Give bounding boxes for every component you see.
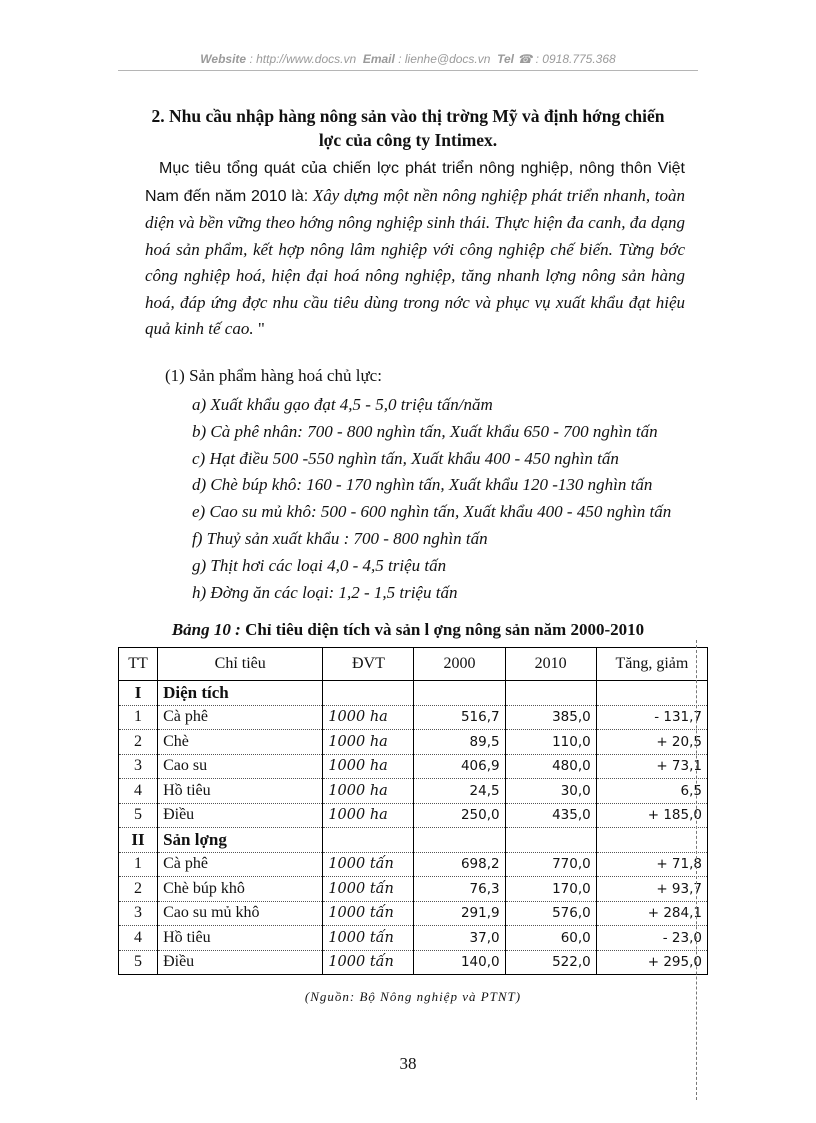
- row-indicator: Chè búp khô: [158, 877, 323, 902]
- row-change: + 73,1: [596, 754, 707, 779]
- row-value-2000: 24,5: [414, 779, 505, 804]
- row-indicator: Cà phê: [158, 852, 323, 877]
- margin-guide-line: [696, 640, 697, 1100]
- products-list: [145, 392, 697, 606]
- table-header-row: [119, 648, 708, 681]
- row-value-2000: 76,3: [414, 877, 505, 902]
- product-item: b) Cà phê nhân: 700 - 800 nghìn tấn, Xuất khẩu 650 - 700 nghìn tấn: [192, 421, 658, 441]
- row-value-2010: 385,0: [505, 705, 596, 730]
- table-row: [119, 779, 708, 804]
- row-change: + 71,8: [596, 852, 707, 877]
- section-heading: [118, 104, 698, 152]
- row-value-2010: 435,0: [505, 803, 596, 828]
- row-value-2010: 480,0: [505, 754, 596, 779]
- table-caption-label: Bảng 10 :: [171, 620, 241, 639]
- row-change: + 93,7: [596, 877, 707, 902]
- heading-line-1: 2. Nhu cầu nhập hàng nông sản vào thị trờng Mỹ và định hớng chiến: [151, 106, 665, 126]
- row-change: + 185,0: [596, 803, 707, 828]
- product-item: g) Thịt hơi các loại 4,0 - 4,5 triệu tấn: [192, 555, 447, 575]
- website-value: : http://www.docs.vn: [249, 52, 357, 66]
- row-unit: 1000 tấn: [323, 950, 414, 975]
- row-unit: 1000 ha: [323, 730, 414, 755]
- data-table: [118, 647, 708, 975]
- row-number: 4: [119, 926, 158, 951]
- paragraph-closing: ": [253, 319, 265, 338]
- email-value: : lienhe@docs.vn: [398, 52, 491, 66]
- row-indicator: Cà phê: [158, 705, 323, 730]
- table-row: [119, 852, 708, 877]
- product-item: a) Xuất khẩu gạo đạt 4,5 - 5,0 triệu tấn/năm: [192, 395, 493, 414]
- row-change: + 20,5: [596, 730, 707, 755]
- row-change: + 284,1: [596, 901, 707, 926]
- row-number: 5: [119, 803, 158, 828]
- table-body: [119, 681, 708, 975]
- row-value-2000: 516,7: [414, 705, 505, 730]
- table-row: [119, 730, 708, 755]
- row-indicator: Cao su mủ khô: [158, 901, 323, 926]
- row-unit: 1000 ha: [323, 705, 414, 730]
- row-value-2000: 698,2: [414, 852, 505, 877]
- row-number: 1: [119, 852, 158, 877]
- header-2010: 2010: [505, 648, 596, 681]
- row-value-2000: 406,9: [414, 754, 505, 779]
- row-number: 4: [119, 779, 158, 804]
- table-section-row: [119, 828, 708, 853]
- row-unit: 1000 ha: [323, 754, 414, 779]
- section-number: I: [119, 681, 158, 706]
- section-title: Sản lợng: [158, 828, 323, 853]
- header-tt: TT: [119, 648, 158, 681]
- row-unit: 1000 ha: [323, 779, 414, 804]
- row-unit: 1000 tấn: [323, 852, 414, 877]
- table-caption: [118, 620, 698, 640]
- table-source: (Nguồn: Bộ Nông nghiệp và PTNT): [304, 989, 522, 1004]
- header-indicator: Chỉ tiêu: [158, 648, 323, 681]
- row-value-2010: 522,0: [505, 950, 596, 975]
- row-value-2010: 770,0: [505, 852, 596, 877]
- row-indicator: Điều: [158, 950, 323, 975]
- tel-value: ☎ : 0918.775.368: [517, 52, 616, 66]
- product-item: d) Chè búp khô: 160 - 170 nghìn tấn, Xuất khẩu 120 -130 nghìn tấn: [192, 475, 653, 495]
- row-change: 6,5: [596, 779, 707, 804]
- tel-label: Tel: [497, 52, 514, 66]
- row-number: 2: [119, 730, 158, 755]
- row-unit: 1000 tấn: [323, 877, 414, 902]
- row-change: - 131,7: [596, 705, 707, 730]
- row-value-2010: 110,0: [505, 730, 596, 755]
- row-unit: 1000 ha: [323, 803, 414, 828]
- table-section-row: [119, 681, 708, 706]
- row-indicator: Hồ tiêu: [158, 779, 323, 804]
- product-item: e) Cao su mủ khô: 500 - 600 nghìn tấn, Xuất khẩu 400 - 450 nghìn tấn: [192, 502, 672, 522]
- products-title: (1) Sản phẩm hàng hoá chủ lực:: [165, 366, 382, 385]
- heading-line-2: lợc của công ty Intimex.: [318, 130, 498, 150]
- paragraph-lead: Mục tiêu tổng quát của chiến lợc phát triển nông nghiệp, nông thôn Việt Nam đến năm 2010 là:: [145, 160, 685, 205]
- header-2000: 2000: [414, 648, 505, 681]
- product-item: h) Đờng ăn các loại: 1,2 - 1,5 triệu tấn: [192, 582, 458, 602]
- page-header: [118, 52, 698, 66]
- paragraph-quote: Xây dựng một nền nông nghiệp phát triển nhanh, toàn diện và bền vững theo hớng nông nghiệp sinh thái. Thực hiện đa canh, đa dạng hoá sản phẩm, kết hợp nông lâm nghiệp với công nghiệp chế biến. Từng bớc công nghiệp hoá, hiện đại hoá nông nghiệp, tăng nhanh lợng nông sản hàng hoá, đáp ứng đợc nhu cầu tiêu dùng trong nớc và phục vụ xuất khẩu đạt hiệu quả kinh tế cao.: [145, 185, 685, 338]
- table-row: [119, 877, 708, 902]
- row-value-2010: 60,0: [505, 926, 596, 951]
- row-value-2010: 576,0: [505, 901, 596, 926]
- table-row: [119, 926, 708, 951]
- row-unit: 1000 tấn: [323, 901, 414, 926]
- table-row: [119, 754, 708, 779]
- row-value-2000: 140,0: [414, 950, 505, 975]
- product-item: c) Hạt điều 500 -550 nghìn tấn, Xuất khẩu 400 - 450 nghìn tấn: [192, 448, 619, 468]
- row-indicator: Chè: [158, 730, 323, 755]
- row-value-2000: 37,0: [414, 926, 505, 951]
- row-value-2000: 291,9: [414, 901, 505, 926]
- row-number: 1: [119, 705, 158, 730]
- row-number: 3: [119, 901, 158, 926]
- row-indicator: Cao su: [158, 754, 323, 779]
- row-unit: 1000 tấn: [323, 926, 414, 951]
- website-label: Website: [200, 52, 247, 66]
- row-value-2000: 89,5: [414, 730, 505, 755]
- email-label: Email: [362, 52, 395, 66]
- table-row: [119, 803, 708, 828]
- header-unit: ĐVT: [323, 648, 414, 681]
- table-row: [119, 901, 708, 926]
- body-paragraph: [145, 155, 685, 343]
- table-row: [119, 705, 708, 730]
- table-row: [119, 950, 708, 975]
- row-value-2010: 170,0: [505, 877, 596, 902]
- row-indicator: Điều: [158, 803, 323, 828]
- table-caption-text: Chỉ tiêu diện tích và sản l ợng nông sản năm 2000-2010: [240, 620, 645, 639]
- row-change: + 295,0: [596, 950, 707, 975]
- section-number: II: [119, 828, 158, 853]
- header-divider: [118, 70, 698, 71]
- section-title: Diện tích: [158, 681, 323, 706]
- row-value-2010: 30,0: [505, 779, 596, 804]
- row-indicator: Hồ tiêu: [158, 926, 323, 951]
- row-number: 2: [119, 877, 158, 902]
- product-item: f) Thuỷ sản xuất khẩu : 700 - 800 nghìn tấn: [192, 528, 488, 548]
- row-value-2000: 250,0: [414, 803, 505, 828]
- page-number: 38: [399, 1054, 417, 1073]
- row-number: 5: [119, 950, 158, 975]
- row-number: 3: [119, 754, 158, 779]
- header-change: Tăng, giảm: [596, 648, 707, 681]
- row-change: - 23,0: [596, 926, 707, 951]
